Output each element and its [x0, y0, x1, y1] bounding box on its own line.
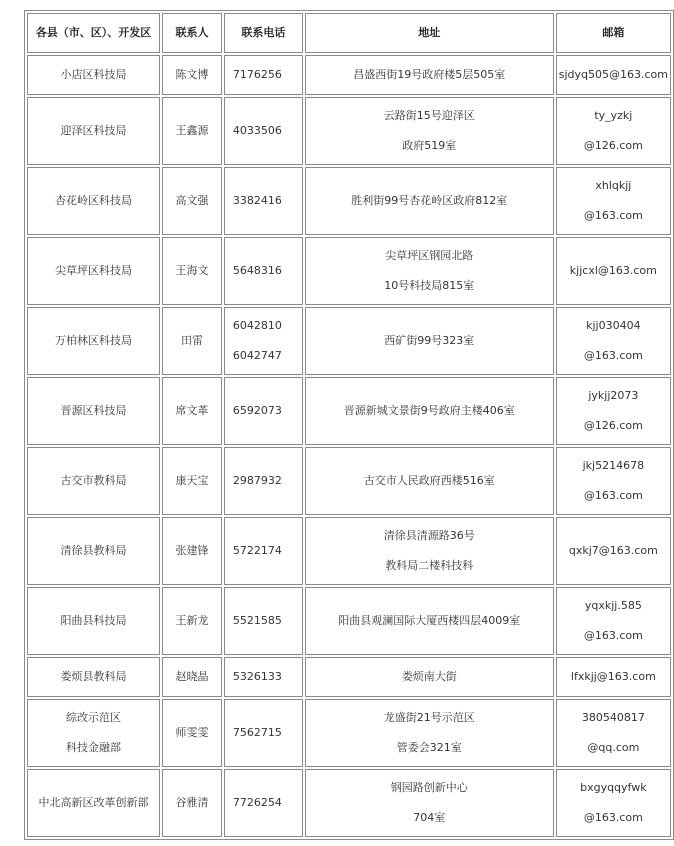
table-row [27, 769, 671, 837]
cell-person: 席文革 [162, 377, 222, 445]
cell-email [556, 699, 671, 767]
cell-dept-line: 综改示范区 [66, 711, 122, 724]
cell-phone-line: 7562715 [232, 726, 282, 739]
cell-address-line: 胜利街99号杏花岭区政府812室 [351, 194, 508, 207]
cell-person: 王新龙 [162, 587, 222, 655]
cell-phone [224, 657, 303, 697]
cell-address-line: 政府519室 [402, 139, 457, 152]
cell-phone-line: 7176256 [232, 68, 282, 81]
cell-email-line: yqxkjj.585 [584, 599, 642, 612]
table-row [27, 657, 671, 697]
cell-phone [224, 97, 303, 165]
table-row [27, 307, 671, 375]
cell-dept [27, 55, 160, 95]
cell-phone-line: 2987932 [232, 474, 282, 487]
table-header-row [27, 13, 671, 53]
cell-dept [27, 237, 160, 305]
cell-address-line: 教科局二楼科技科 [385, 559, 474, 572]
header-person: 联系人 [162, 13, 222, 53]
table-row [27, 377, 671, 445]
cell-dept [27, 699, 160, 767]
cell-phone-line: 5722174 [232, 544, 282, 557]
cell-email-line: lfxkjj@163.com [570, 670, 656, 683]
cell-address-line: 清徐县清源路36号 [383, 529, 475, 542]
cell-dept-line: 古交市教科局 [60, 474, 127, 487]
cell-address-line: 晋源新城文景街9号政府主楼406室 [343, 404, 515, 417]
cell-email-line: bxgyqqyfwk [580, 781, 647, 794]
cell-address [305, 769, 554, 837]
cell-person: 赵晓晶 [162, 657, 222, 697]
cell-address [305, 167, 554, 235]
header-dept: 各县（市、区）、开发区 [27, 13, 160, 53]
cell-dept [27, 307, 160, 375]
table-row [27, 699, 671, 767]
table-row [27, 167, 671, 235]
cell-email [556, 657, 671, 697]
cell-address-line: 云路街15号迎泽区 [383, 109, 475, 122]
cell-person: 王鑫源 [162, 97, 222, 165]
cell-phone [224, 587, 303, 655]
cell-dept [27, 587, 160, 655]
cell-phone [224, 55, 303, 95]
cell-email [556, 769, 671, 837]
cell-person: 王海文 [162, 237, 222, 305]
cell-email-line: @126.com [583, 139, 643, 152]
cell-dept-line: 迎泽区科技局 [60, 124, 127, 137]
cell-email-line: xhlqkjj [595, 179, 632, 192]
cell-person: 张建锋 [162, 517, 222, 585]
table-row [27, 97, 671, 165]
cell-email-line: @163.com [583, 629, 643, 642]
cell-dept-line: 阳曲县科技局 [60, 614, 127, 627]
cell-dept [27, 517, 160, 585]
cell-dept [27, 167, 160, 235]
cell-email-line: @163.com [583, 489, 643, 502]
cell-dept-line: 晋源区科技局 [60, 404, 127, 417]
contacts-table [24, 10, 674, 840]
cell-email [556, 377, 671, 445]
cell-address-line: 管委会321室 [396, 741, 462, 754]
table-row [27, 587, 671, 655]
cell-address-line: 钢园路创新中心 [390, 781, 468, 794]
cell-dept-line: 娄烦县教科局 [60, 670, 127, 683]
cell-phone [224, 769, 303, 837]
cell-phone [224, 377, 303, 445]
header-email: 邮箱 [556, 13, 671, 53]
cell-address [305, 587, 554, 655]
cell-phone [224, 447, 303, 515]
cell-dept-line: 杏花岭区科技局 [55, 194, 133, 207]
cell-phone-line: 3382416 [232, 194, 282, 207]
header-phone: 联系电话 [224, 13, 303, 53]
cell-email [556, 97, 671, 165]
cell-email-line: @163.com [583, 349, 643, 362]
cell-address [305, 55, 554, 95]
cell-address [305, 699, 554, 767]
cell-address-line: 10号科技局815室 [384, 279, 475, 292]
cell-address-line: 昌盛西街19号政府楼5层505室 [353, 68, 506, 81]
cell-email-line: kjj030404 [586, 319, 641, 332]
cell-address [305, 657, 554, 697]
cell-email-line: qxkj7@163.com [568, 544, 658, 557]
cell-email [556, 307, 671, 375]
cell-person: 谷雅清 [162, 769, 222, 837]
cell-dept-line: 科技金融部 [66, 741, 122, 754]
cell-person: 康天宝 [162, 447, 222, 515]
cell-address-line: 娄烦南大街 [401, 670, 457, 683]
cell-dept-line: 清徐县教科局 [60, 544, 127, 557]
cell-address [305, 517, 554, 585]
cell-phone [224, 307, 303, 375]
cell-email-line: @163.com [583, 811, 643, 824]
cell-dept [27, 447, 160, 515]
table-row [27, 55, 671, 95]
cell-person: 师雯雯 [162, 699, 222, 767]
cell-email-line: ty_yzkj [594, 109, 633, 122]
table-body [27, 55, 671, 837]
cell-address-line: 古交市人民政府西楼516室 [363, 474, 495, 487]
cell-address-line: 龙盛街21号示范区 [383, 711, 475, 724]
cell-email-line: kjjcxl@163.com [569, 264, 657, 277]
cell-phone [224, 167, 303, 235]
cell-phone-line: 5326133 [232, 670, 282, 683]
table-row [27, 447, 671, 515]
cell-dept [27, 97, 160, 165]
cell-address-line: 阳曲县观澜国际大厦西楼四层4009室 [338, 614, 521, 627]
cell-person: 陈文博 [162, 55, 222, 95]
cell-dept-line: 小店区科技局 [60, 68, 127, 81]
cell-address [305, 237, 554, 305]
cell-address-line: 西矿街99号323室 [384, 334, 475, 347]
cell-phone-line: 6042810 [232, 319, 282, 332]
cell-email-line: jykjj2073 [588, 389, 639, 402]
cell-email [556, 55, 671, 95]
cell-phone [224, 517, 303, 585]
cell-email-line: sjdyq505@163.com [558, 68, 668, 81]
cell-email-line: @163.com [583, 209, 643, 222]
cell-phone-line: 7726254 [232, 796, 282, 809]
cell-email [556, 517, 671, 585]
cell-email-line: 380540817 [581, 711, 645, 724]
cell-dept-line: 尖草坪区科技局 [55, 264, 133, 277]
cell-email [556, 167, 671, 235]
cell-address [305, 97, 554, 165]
cell-phone-line: 6042747 [232, 349, 282, 362]
cell-phone [224, 699, 303, 767]
cell-email [556, 587, 671, 655]
cell-address-line: 704室 [413, 811, 446, 824]
cell-address [305, 307, 554, 375]
table-row [27, 517, 671, 585]
cell-person: 田雷 [162, 307, 222, 375]
cell-phone-line: 4033506 [232, 124, 282, 137]
cell-email-line: @qq.com [587, 741, 640, 754]
cell-address-line: 尖草坪区钢园北路 [385, 249, 474, 262]
cell-email-line: jkj5214678 [582, 459, 645, 472]
cell-dept [27, 769, 160, 837]
header-address: 地址 [305, 13, 554, 53]
cell-phone-line: 6592073 [232, 404, 282, 417]
cell-dept [27, 377, 160, 445]
table-row [27, 237, 671, 305]
cell-dept [27, 657, 160, 697]
cell-dept-line: 中北高新区改革创新部 [38, 796, 149, 809]
cell-dept-line: 万柏林区科技局 [55, 334, 133, 347]
cell-phone-line: 5521585 [232, 614, 282, 627]
cell-phone [224, 237, 303, 305]
cell-email-line: @126.com [583, 419, 643, 432]
cell-email [556, 237, 671, 305]
cell-email [556, 447, 671, 515]
cell-address [305, 377, 554, 445]
cell-phone-line: 5648316 [232, 264, 282, 277]
cell-address [305, 447, 554, 515]
cell-person: 高文强 [162, 167, 222, 235]
